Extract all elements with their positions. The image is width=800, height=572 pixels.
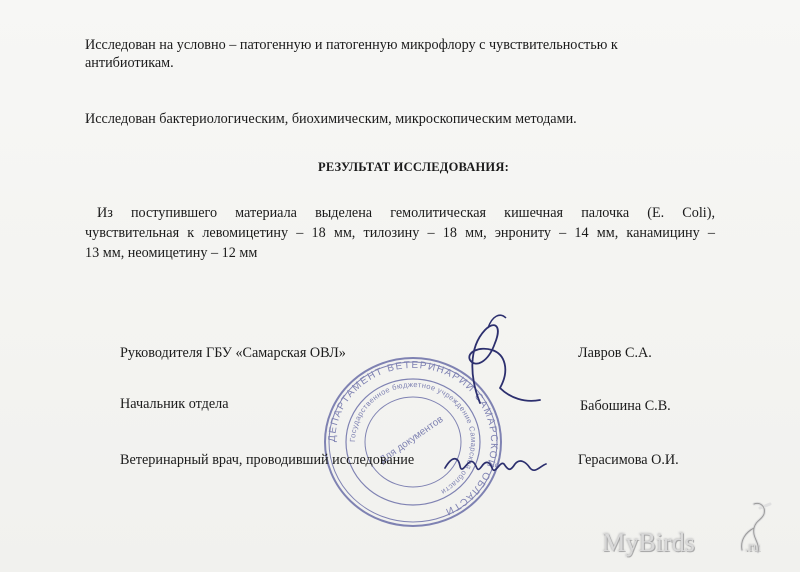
watermark-tld: .ru [744, 540, 760, 555]
signature-director [440, 308, 550, 418]
paragraph-line: Исследован на условно – патогенную и патогенную микрофлору с чувствительностью к [85, 37, 618, 53]
result-line: 13 мм, неомицетину – 12 мм [85, 245, 258, 261]
signatory-title: Ветеринарный врач, проводивший исследование [120, 452, 415, 468]
result-line: чувствительная к левомицетину – 18 мм, тилозину – 18 мм, энрониту – 14 мм, канамицину – [85, 225, 715, 241]
stamp-outer-text: ДЕПАРТАМЕНТ ВЕТЕРИНАРИИ САМАРСКОЙ ОБЛАСТИ [326, 359, 500, 518]
paragraph-line: антибиотикам. [85, 55, 174, 71]
signature-vet [440, 448, 550, 482]
signatory-name: Герасимова О.И. [578, 452, 679, 468]
stamp-inner-text: Государственное бюджетное учреждение Самарской области [347, 379, 479, 497]
methods-line: Исследован бактериологическим, биохимическим, микроскопическим методами. [85, 111, 577, 127]
signatory-title: Руководителя ГБУ «Самарская ОВЛ» [120, 345, 346, 361]
stamp-center-text: Для документов [377, 413, 446, 466]
signatory-title: Начальник отдела [120, 396, 229, 412]
watermark-brand: MyBirds [602, 528, 695, 557]
result-line: Из поступившего материала выделена гемолитическая кишечная палочка (E. Coli), [97, 205, 715, 221]
signatory-name: Бабошина С.В. [580, 398, 671, 414]
signatory-name: Лавров С.А. [578, 345, 652, 361]
result-heading: РЕЗУЛЬТАТ ИССЛЕДОВАНИЯ: [318, 160, 509, 174]
bird-logo-icon [730, 498, 778, 560]
